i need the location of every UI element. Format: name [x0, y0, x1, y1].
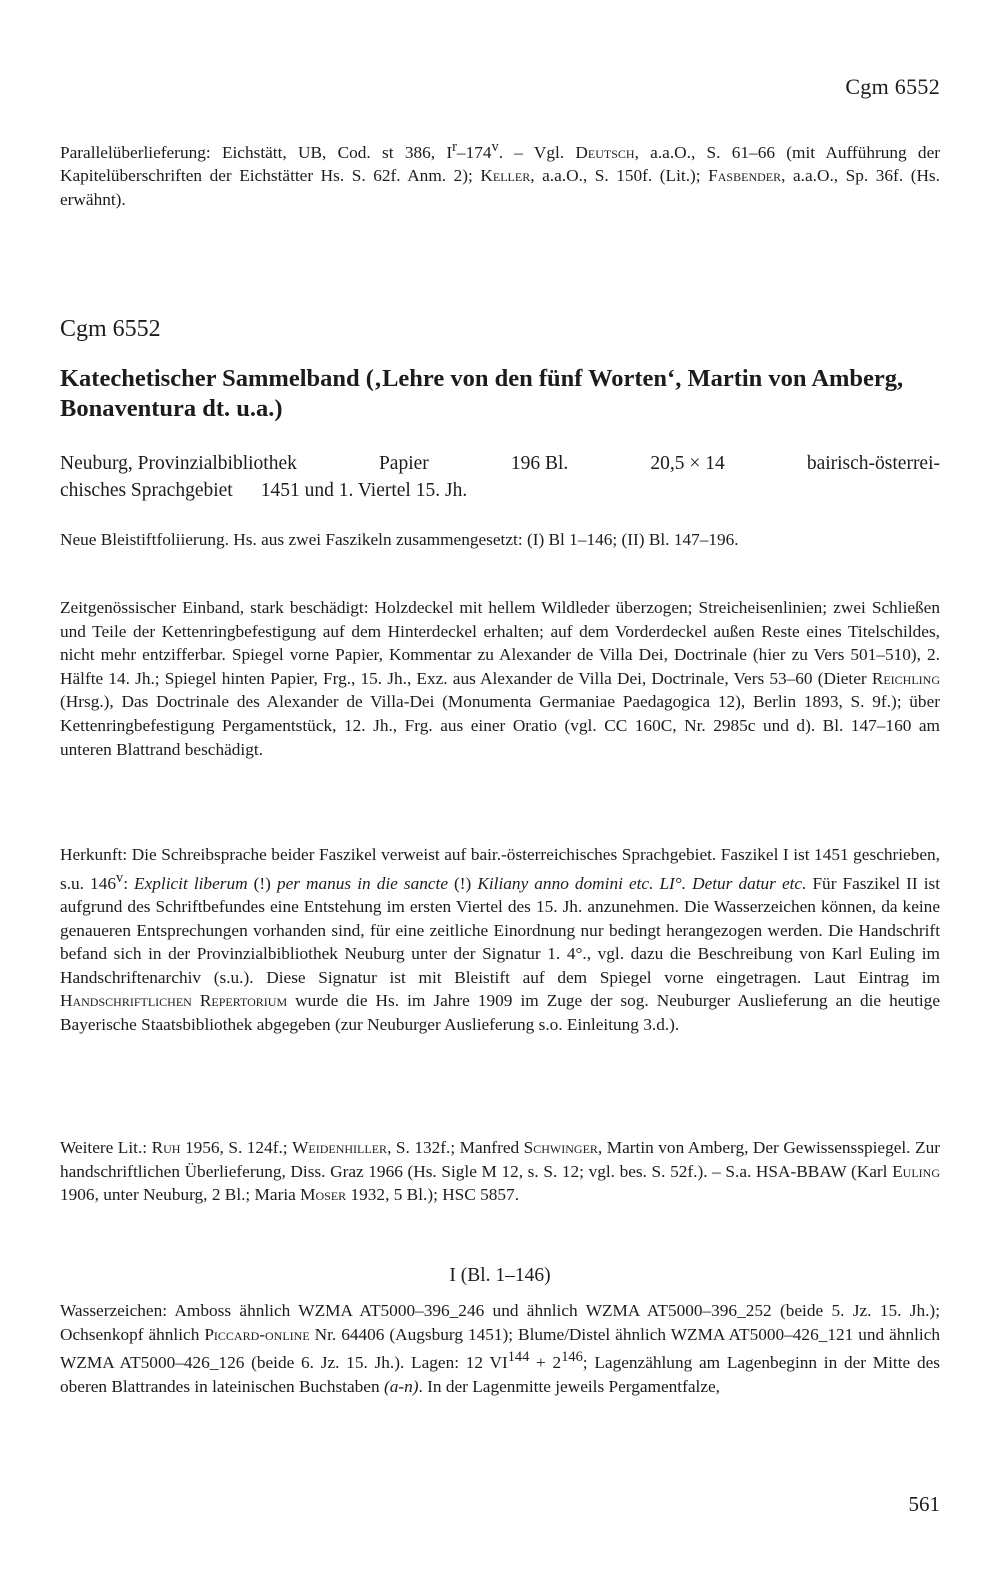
format: 20,5 × 14	[650, 453, 725, 474]
watermarks-paragraph: Wasserzeichen: Amboss ähnlich WZMA AT5000–396_246 und ähnlich WZMA AT5000–396_252 (beide 5. Jz. 15. Jh.); Ochsenkopf ähnlich Piccard-online Nr. 64406 (Augsburg 1451); Blume/Distel ähnlich WZMA AT5000–426_121 und ähnlich WZMA AT5000–426_126 (beide 6. Jz. 15. Jh.). Lagen: 12 $VI^{144} + 2^{146}$; Lagenzählung am Lagenbeginn in der Mitte des oberen Blattrandes in lateinischen Buchstaben (a-n). In der Lagenmitte jeweils Pergamentfalze,	[60, 1301, 941, 1396]
metadata-row-1	[60, 450, 940, 477]
entry-title: Katechetischer Sammelband (‚Lehre von den fünf Worten‘, Martin von Amberg, Bonaventura dt. u.a.)	[60, 365, 904, 422]
entry-metadata	[60, 450, 940, 504]
binding-paragraph: Zeitgenössischer Einband, stark beschädigt: Holzdeckel mit hellem Wildleder überzogen; Streicheisenlinien; zwei Schließen und Teile der Kettenringbefestigung auf dem Hinterdeckel erhalten; auf dem Vorderdeckel außen Reste eines Titelschildes, nicht mehr entzifferbar. Spiegel vorne Papier, Kommentar zu Alexander de Villa Dei, Doctrinale (hier zu Vers 501–510), 2. Hälfte 14. Jh.; Spiegel hinten Papier, Frg., 15. Jh., Exz. aus Alexander de Villa Dei, Doctrinale, Vers 53–60 (Dieter Reichling (Hrsg.), Das Doctrinale des Alexander de Villa-Dei (Monumenta Germaniae Paedagogica 12), Berlin 1893, S. 9f.); über Kettenringbefestigung Pergamentstück, 12. Jh., Frg. aus einer Oratio (vgl. CC 160C, Nr. 2985c und d). Bl. 147–160 am unteren Blattrand beschädigt.	[60, 598, 940, 759]
provenance-paragraph: Herkunft: Die Schreibsprache beider Faszikel verweist auf bair.-österreichisches Sprachgebiet. Faszikel I ist 1451 geschrieben, s.u. 146$^v$: Explicit liberum (!) per manus in die sancte (!) Kiliany anno domini etc. LI°. Detur datur etc. Für Faszikel II ist aufgrund des Schriftbefundes eine Entstehung im ersten Viertel des 15. Jh. anzunehmen. Die Wasserzeichen können, da keine genaueren Entsprechungen vorhanden sind, für eine zeitliche Einordnung nur bedingt herangezogen werden. Die Handschrift befand sich in der Provinzialbibliothek Neuburg unter der Signatur 1. 4°., vgl. dazu die Beschreibung von Karl Euling im Handschriftenarchiv (s.u.). Diese Signatur ist mit Bleistift auf dem Spiegel vorne eingetragen. Laut Eintrag im Handschriftlichen Repertorium wurde die Hs. im Jahre 1909 im Zuge der sog. Neuburger Auslieferung an die heutige Bayerische Staatsbibliothek abgegeben (zur Neuburger Auslieferung s.o. Einleitung 3.d.).	[60, 845, 941, 1034]
section-heading: I (Bl. 1–146)	[449, 1265, 551, 1286]
material: Papier	[378, 453, 429, 474]
leaf-count: 196 Bl.	[510, 453, 569, 474]
running-head: Cgm 6552	[845, 74, 940, 99]
literature-paragraph: Weitere Lit.: Ruh 1956, S. 124f.; Weidenhiller, S. 132f.; Manfred Schwinger, Martin von Amberg, Der Gewissensspiegel. Zur handschriftlichen Überlieferung, Diss. Graz 1966 (Hs. Sigle M 12, s. S. 12; vgl. bes. S. 52f.). – S.a. HSA-BBAW (Karl Euling 1906, unter Neuburg, 2 Bl.; Maria Moser 1932, 5 Bl.); HSC 5857.	[60, 1138, 940, 1205]
language-area-cont: chisches Sprachgebiet	[60, 480, 233, 501]
metadata-row-2	[60, 477, 940, 504]
language-area: bairisch-österrei-	[806, 453, 940, 474]
dating: 1451 und 1. Viertel 15. Jh.	[260, 480, 468, 501]
origin: Neuburg, Provinzialbibliothek	[60, 453, 297, 474]
foliation-paragraph: Neue Bleistiftfoliierung. Hs. aus zwei Faszikeln zusammengesetzt: (I) Bl 1–146; (II) Bl. 147–196.	[60, 530, 739, 549]
page-number: 561	[908, 1492, 940, 1516]
document-page	[60, 0, 940, 1573]
parallel-transmission-paragraph: Parallelüberlieferung: Eichstätt, UB, Cod. st 386, $I^r-174^v$. – Vgl. Deutsch, a.a.O., S. 61–66 (mit Aufführung der Kapitelüberschriften der Eichstätter Hs. S. 62f. Anm. 2); Keller, a.a.O., S. 150f. (Lit.); Fasbender, a.a.O., Sp. 36f. (Hs. erwähnt).	[60, 139, 940, 209]
entry-shelfmark: Cgm 6552	[60, 316, 161, 342]
